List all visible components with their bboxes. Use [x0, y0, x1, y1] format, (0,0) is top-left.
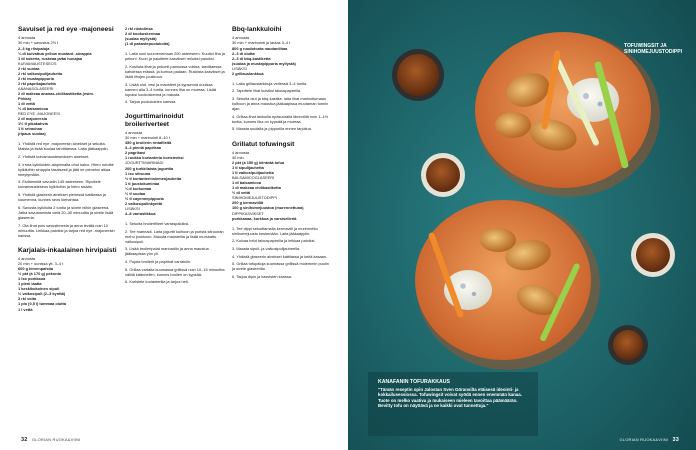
ingredient-heading: LISÄKSI: [232, 65, 247, 71]
ingredient: 2 dl makeaa ananas-chilikastiketta (esim.: [18, 90, 94, 96]
recipe-meta: [18, 35, 118, 50]
ingredient: 1 tl valkosipulijauhetta: [232, 170, 274, 176]
ingredient: 2 rkl mustapippuria: [18, 75, 54, 81]
step: 2. Kuivaa tofut talouspaperilla ja leikkaa paloiksi.: [232, 238, 316, 244]
meta-line: 4 annosta: [232, 149, 250, 155]
ingredient: Pirkka): [18, 95, 31, 101]
ingredient: 100 g sinihomejuustoa (murennettuna): [232, 205, 304, 211]
step: 4. Yhdistä glaseerin ainekset kattilassa ja keitä kasaan.: [232, 253, 328, 259]
sidebar-caption: [378, 380, 528, 409]
ingredient: 800 g ruodotonta naudanlihaa: [232, 45, 288, 51]
ingredient-heading: RED EYE -MAJONEESI: [18, 111, 60, 117]
meta-line: 2–3 kg rilsipaloja: [18, 45, 50, 51]
ingredient: 200 g turkkilaista jogurttia: [125, 165, 174, 171]
step: 6. Savusta kylkiluita 2 tuntia ja sivele niihin glaseeria. Jatka savustamista vielä 20–30 minuuttia ja sivele lisää glaseeria.: [18, 204, 114, 220]
step: 3. Lisää olut, vesi ja mausteet ja kypsennä uunissa kannen alla 3–4 tuntia, kunnes liha on mureaa. Lisää lopuksi kookoskerma ja mausta.: [125, 81, 217, 97]
ingredient: 2 dl kookoskermaa: [125, 31, 161, 37]
step: 1. Tee dippi sekoittamalla kermaviili ja murennettu sinihomejuusto keskenään. Laita jääkaappiin.: [232, 225, 318, 236]
ingredient: 3–4 pieniä paprikaa: [125, 145, 161, 151]
recipe-title: Savuiset ja red eye -majoneesi: [18, 26, 114, 33]
ingredient: (ripaus suolaa): [18, 131, 46, 137]
meta-line: 20 min + uunissa ylt. 3–4 t: [18, 261, 64, 267]
page-footer: [18, 437, 81, 443]
step: 6. Tarjoa dipin ja kasvisten kanssa.: [232, 273, 293, 279]
ingredient: ½ tl suolaa: [125, 190, 146, 196]
ingredient: 1 tl sipulijauhetta: [232, 165, 264, 171]
step: 1. Sekoita broilerifileet varraspaloiksi.: [125, 221, 190, 226]
ingredient: 1 plo (0,5 l) tummaa olutta: [18, 301, 66, 307]
step: 6. Koristele korianterilla ja tarjoa heti.: [125, 279, 189, 285]
ingredient: 2 pagrikavi: [125, 150, 146, 156]
ingredient: 2–3 dl bbq-kastiketta: [232, 55, 271, 61]
step: 3. Sekoita olut ja bbq-kastike, laita lihat marinoitumaan kulhoon ja anna maustua jääkaapissa muutaman tunnin ajan.: [232, 96, 329, 112]
ingredient: 2 rkl valkosipulijauhetta: [18, 70, 63, 76]
ingredient: (1 dl pakastepuolukoita): [125, 41, 170, 47]
column-3: [232, 26, 332, 282]
ingredient: 200 g kermaviiliä: [232, 200, 264, 206]
ingredient: porkkanaa, kurkkua ja varsiselleriä: [232, 215, 297, 221]
step: 3. Mausta sipuli- ja valkosipulijauheella.: [232, 245, 301, 251]
ingredient-heading: JOGURTTIMARINADI: [125, 160, 164, 166]
ingredient-heading: KUIVAMAUSTESEOS: [18, 60, 57, 66]
ingredient: ½ pkt (á 170 g) pekonia: [18, 271, 61, 277]
ingredient: 2–3 dl olutta: [232, 50, 255, 56]
column-1: [18, 26, 118, 312]
ingredient: 1 ruukku korianteria koristeeksi: [125, 155, 184, 161]
photo-caption: TOFUWINGSIT JA SINIHOMEJUUSTODIPPI: [624, 43, 682, 55]
step: 4. Grillaa lihat lankuilla epäsuoralla lämmöllä noin 1–1½ tuntia, kunnes liha on kypsää ja mureaa.: [232, 113, 329, 124]
ingredient: 1½ tl pikakahvia: [18, 121, 48, 127]
step: 5. Grillaa vartaita kuumassa grillissä noin 10–15 minuuttia välillä käännellen, kunnes broileri on kypsää.: [125, 266, 225, 277]
step: 2. Taputtele lihat kuiviksi talouspaperilla.: [232, 88, 302, 94]
ingredient: ¼ dl kuivattua yellow mustard -sinappia: [18, 50, 92, 56]
ingredient: (suolaa ja mustapippuria myllystä): [232, 60, 296, 66]
ingredient: 1 l vettä: [18, 306, 33, 312]
meta-line: 4 annosta: [232, 35, 250, 41]
column-2: [125, 26, 225, 287]
ingredient: 2 dl majoneesia: [18, 116, 47, 122]
ingredient-heading: BALSAMICOGLASEERI: [232, 175, 275, 181]
recipe-steps: [232, 226, 332, 279]
ingredient: 2 pkt (á 150 g) kiinteää tofua: [232, 160, 285, 166]
ingredient: ½ tl cayennepippuria: [125, 195, 164, 201]
recipe-steps: [18, 141, 118, 237]
ingredient: 1 iso sitruuna: [125, 170, 151, 176]
ingredient: 2 rkl rüstolinsa: [125, 26, 153, 31]
step: 7. Ota lihat pois savustimesta ja anna levätä noin 10 minuuttia. Leikkaa paloiksi ja tarjoa red eye -majoneesin kanssa.: [18, 222, 115, 238]
step: 2. Kuullota lihat ja pekonit pannussa voissa, tarvittaessa kahdessa erässä, ja kumoa padaan. Ruskista kasvikset ja lisää lihojen joukkoon.: [125, 63, 225, 79]
ingredient: 1 dl vettä: [18, 101, 35, 107]
ingredient: 1 pieni laatta: [18, 281, 42, 287]
right-page: [348, 0, 696, 450]
ingredient: 600 g hirvenpaistia: [18, 266, 54, 272]
meta-line: 30 min + marinointi 8–10 t: [125, 135, 170, 141]
ingredient: 450 g broilerin rintafileitä: [125, 140, 172, 146]
step: 2. Yhdistä kuivamausteseoksen ainekset.: [18, 154, 90, 160]
step: 1. Laita grillauslankkuja vedessä 3–4 tuntia.: [232, 80, 308, 86]
meta-line: 40 min: [232, 154, 244, 160]
upper-plate: [475, 32, 660, 197]
page-number: 32: [21, 437, 28, 443]
ingredient-heading: DIPPIKASVIKSET: [232, 210, 264, 216]
ingredient: ¼ tl kurkumaa: [125, 185, 152, 191]
meta-line: 30 min + marinointi ja lautas 3–4 t: [232, 40, 291, 46]
step: 5. Mausta suolalla ja pippurilla ennen tarjoilua.: [232, 126, 312, 132]
recipe-title: Bbq-lankkuloihi: [232, 26, 282, 33]
caption-title: KANAFANIN TOFURAKKAUS: [378, 379, 450, 385]
recipe-title: Karjalais-inkaalainen hirvipaisti: [18, 246, 117, 254]
ingredient: 1 dl makeaa chilikastiketta: [232, 185, 281, 191]
meta-line: 4 annosta: [18, 256, 36, 262]
recipe-title: Jogurttimarinoidut broileriverteet: [125, 113, 184, 128]
ingredient: 2 valkosipulinkynttä: [125, 200, 163, 206]
ingredient: ½ dl vettä: [232, 190, 250, 196]
step: 3. Lisää broileripalat marinadiin ja anna maustua jääkaapissa yön yli.: [125, 246, 209, 257]
magazine-name: GLORIAN RUOKA&VIINI: [619, 437, 669, 442]
ingredients: [18, 51, 118, 137]
ingredient-heading: ANANASGLASEERI: [18, 85, 54, 91]
ingredient: 1 tl srirachaa: [18, 126, 43, 132]
ingredient: 1 tl juustokuminaa: [125, 180, 160, 186]
lower-plate: [415, 200, 600, 370]
ingredient: 4–8 varrastikkua: [125, 210, 156, 216]
ingredient-heading: LISÄKSI: [125, 205, 140, 211]
ingredient: 2 rkl paprikajauhetta: [18, 80, 56, 86]
ingredient: 1 dl balsamicoa: [232, 180, 261, 186]
recipe-title: Grillatut tofuwingsit: [232, 140, 295, 148]
meta-line: 4 annosta: [18, 35, 36, 41]
step: 1. Laita uuni kuumenemaan 200 asteeseen. Kuutioi liha ja pekoni. Kuori ja paloittele kasvikset reiluiksi paloiksi.: [125, 51, 225, 62]
ingredient: 1 keskikokoinen sipuli: [18, 286, 60, 292]
step: 4. Tarjoa puolukoiden kanssa.: [125, 99, 177, 105]
ingredient: 1 dl sokeria, ruskeaa ja/tai hunajaa: [18, 55, 83, 61]
ingredient: ½ tl korianterinsiemenjauhetta: [125, 175, 182, 181]
ingredient: 2 grillauslankkua: [232, 70, 264, 76]
step: 1. Yhdistä red eye -majoneesin ainekset ja sekoita. Maista ja lisää suolaa tarvittaessa. Laita jääkaappiin.: [18, 141, 109, 152]
ingredient: ½ dl balsamicoa: [18, 106, 49, 112]
step: 3. Irrota kylkiluiden alapinnalta ohut kalvo. Hiero ruhotte kylkiluihin sinappia tasaisesti ja jätä ne pieneksi aikaa imeytymään.: [18, 161, 114, 177]
caption-text: "Tämän reseptin opin Jalostan Sven Göransilta etäisesä ideointi- ja kokkailusessiossa. Tofuwingsit voivat syödä ennen enemmän kanaa. Tuote on melko vaativa ja mukaiseen mieleen tavoittaa päämäärän. Bevitty tofu on näyttävä ja ne kaikki ovat tunnettuja.": [378, 386, 522, 409]
ingredient-heading: SINIHOMEJUUSTODIPPI: [232, 195, 277, 201]
step: 4. Pujota broilerit ja paprikat varraisiin.: [125, 259, 191, 265]
step: 5. Yhdistä glaseerin ainekset pienessä kattilassa ja kuumenna, kunnes seos kiehahtaa.: [18, 192, 106, 203]
meta-line: 30 min + savustus 2½ t: [18, 40, 59, 46]
ingredient: ½ valkosipuli (2–3 kynttä): [18, 291, 66, 297]
page-footer: [619, 437, 682, 443]
ingredient: 1 iso porkkana: [18, 276, 46, 282]
magazine-name: GLORIAN RUOKA&VIINI: [31, 437, 81, 442]
step: 5. Grillaa tofupaloja kuumassa grillissä molemmin puolin ja sivele glaseerilla.: [232, 261, 329, 272]
recipe-steps: [232, 81, 332, 132]
ingredient: (suolaa myllystä): [125, 36, 157, 42]
step: 2. Tee marinadi. Laita jogurtti kulhoon ja purista sitruunan mehu joukkoon. Mausta mausteilla ja lisää murskattu valkosipuli.: [125, 228, 224, 244]
ingredient: 2 rkl suolaa: [18, 65, 40, 71]
meta-line: 4 annosta: [125, 130, 143, 136]
recipe-steps: [125, 221, 225, 284]
step: 4. Esilämmitä savustin 145 asteeseen. Ripottele kuivamausteseos kylkiluihin ja hiero sisään.: [18, 179, 101, 190]
recipe-steps: [125, 51, 225, 104]
page-number: 33: [672, 437, 679, 443]
ingredient: 3 rkl voita: [18, 296, 37, 302]
